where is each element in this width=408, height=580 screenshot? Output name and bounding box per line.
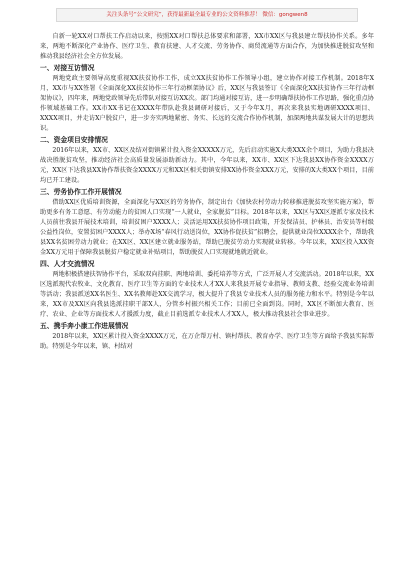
section-heading-3: 三、劳务协作工作开展情况 [40, 188, 122, 196]
section-heading-1: 一、对接互访情况 [40, 64, 95, 72]
section-1-paragraph: 两地党政主要领导高度重视XX扶贫协作工作，成立XX扶贫协作工作领导小组，建立协作对接工作机制。2018年X月，XX市与XX签署《全面深化XX扶贫协作三年行动框架协议》后，XX区与我县签订《全面深化XX扶贫协作三年行动框架协议》，四年来，两地党政领导先后带队对接互访XX次。部门均通对接互访，进一步明确帮扶协作工作思路，强化重点协作领域基础工作。XX市XX书记在XXXX年带队赴我县调研对接后，又于今年X月，再次来我县实地调研XXXX项目、XXXX项目，并走访X户脱贫户，进一步夯实两地紧密、务实、长远的交流合作协作机制，加深两地共谋发展大计的思想共识。 [40, 75, 374, 132]
section-5-paragraph: 2018年以来，XX区累计投入资金XXXX万元，在万企帮万村、镇村帮扶、教育办学、医疗卫生等方面给予我县实际帮助。特别是今年以来，镇、村结对 [40, 333, 374, 350]
section-3-paragraph: 借助XX区优质培训资源，全面深化与XX区的劳务协作，制定出台《加快农村劳动力转移推进脱贫攻坚实施方案》，帮助更多有务工意愿、有劳动能力的贫困人口实现“一人就业，全家脱贫”目标。2018年以来，XX区与XX区逐派专家及技术人员前往我县开展技术培训，培训贫困户XXXX人；灵活运用XX扶贫协作项目政策，开发保洁员、护林员、治安员等村级公益性岗位，安置贫困户XXXX人；举办X场“春风行动送岗位，XX协作促扶贫”招聘会，提供就业岗位XXXX余个，帮助我县XX名贫困劳动力就业；在XX区、XX区建立就业服务站，帮助已脱贫劳动力实现就业转移。今年以来，XX区投入XX资金XX万元用于保障我县脱贫户稳定就业补贴项目，帮助脱贫人口实现就地就近就业。 [40, 199, 374, 256]
section-4-paragraph: 两地积极搭建扶智协作平台，采取双向挂职、两地培训、委托培养等方式，广泛开展人才交流活动。2018年以来，XX区选派现代农牧业、文化教育、医疗卫生等方面的专业技术人才XX人来我县开展专业指导、教师支教、经验交流业务培训等活动；我县派送XX名医生、XX名教师赴XX交流学习，极大提升了我县专业技术人员的服务能力和水平。特别是今年以来，XX市及XX区向我县选派挂职干部X人，分管乡村振兴相关工作；目前已全面到岗。同时，XX区不断加大教育、医疗、农业、企业等方面技术人才援派力度，截止目前选派专业技术人才XX人，极大推动我县社会事业进步。 [40, 271, 374, 318]
document-page [40, 32, 374, 352]
section-heading-5: 五、携手奔小康工作进展情况 [40, 322, 129, 330]
section-heading-4: 四、人才交流情况 [40, 260, 95, 268]
promo-banner[interactable]: 关注头条号“公文研究”，获得最新最全最专业的公文资料推荐！ 微信：gongwen8 [56, 8, 358, 22]
section-heading-2: 二、资金项目安排情况 [40, 136, 108, 144]
intro-paragraph: 自新一轮XX对口帮扶工作启动以来，按照XX对口帮扶总体要求和部署，XX市XX区与我县建立帮扶协作关系。多年来，两地不断深化产业协作、医疗卫生、教育扶建、人才交流、劳务协作、商贸流通等方面合作，为加快推进脱贫攻坚和推动我县经济社会全方位发展。 [40, 33, 374, 60]
section-2-paragraph: 2016年以来，XX市、XX区及结对街镇累计投入资金XXXXX万元，先后启动实施X大类XXX余个项目，为助力我县决战决胜脱贫攻坚，推动经济社会高质量发展添助新动力。其中，今年以来，XX市、XX区下达我县XX协作资金XXXX万元，XX区下达我县XX协作帮扶资金XXXX万元和XX区相关街镇安排XX协作资金XXX万元，安排的X大类XX个项目，目前均已开工建设。 [40, 147, 374, 184]
